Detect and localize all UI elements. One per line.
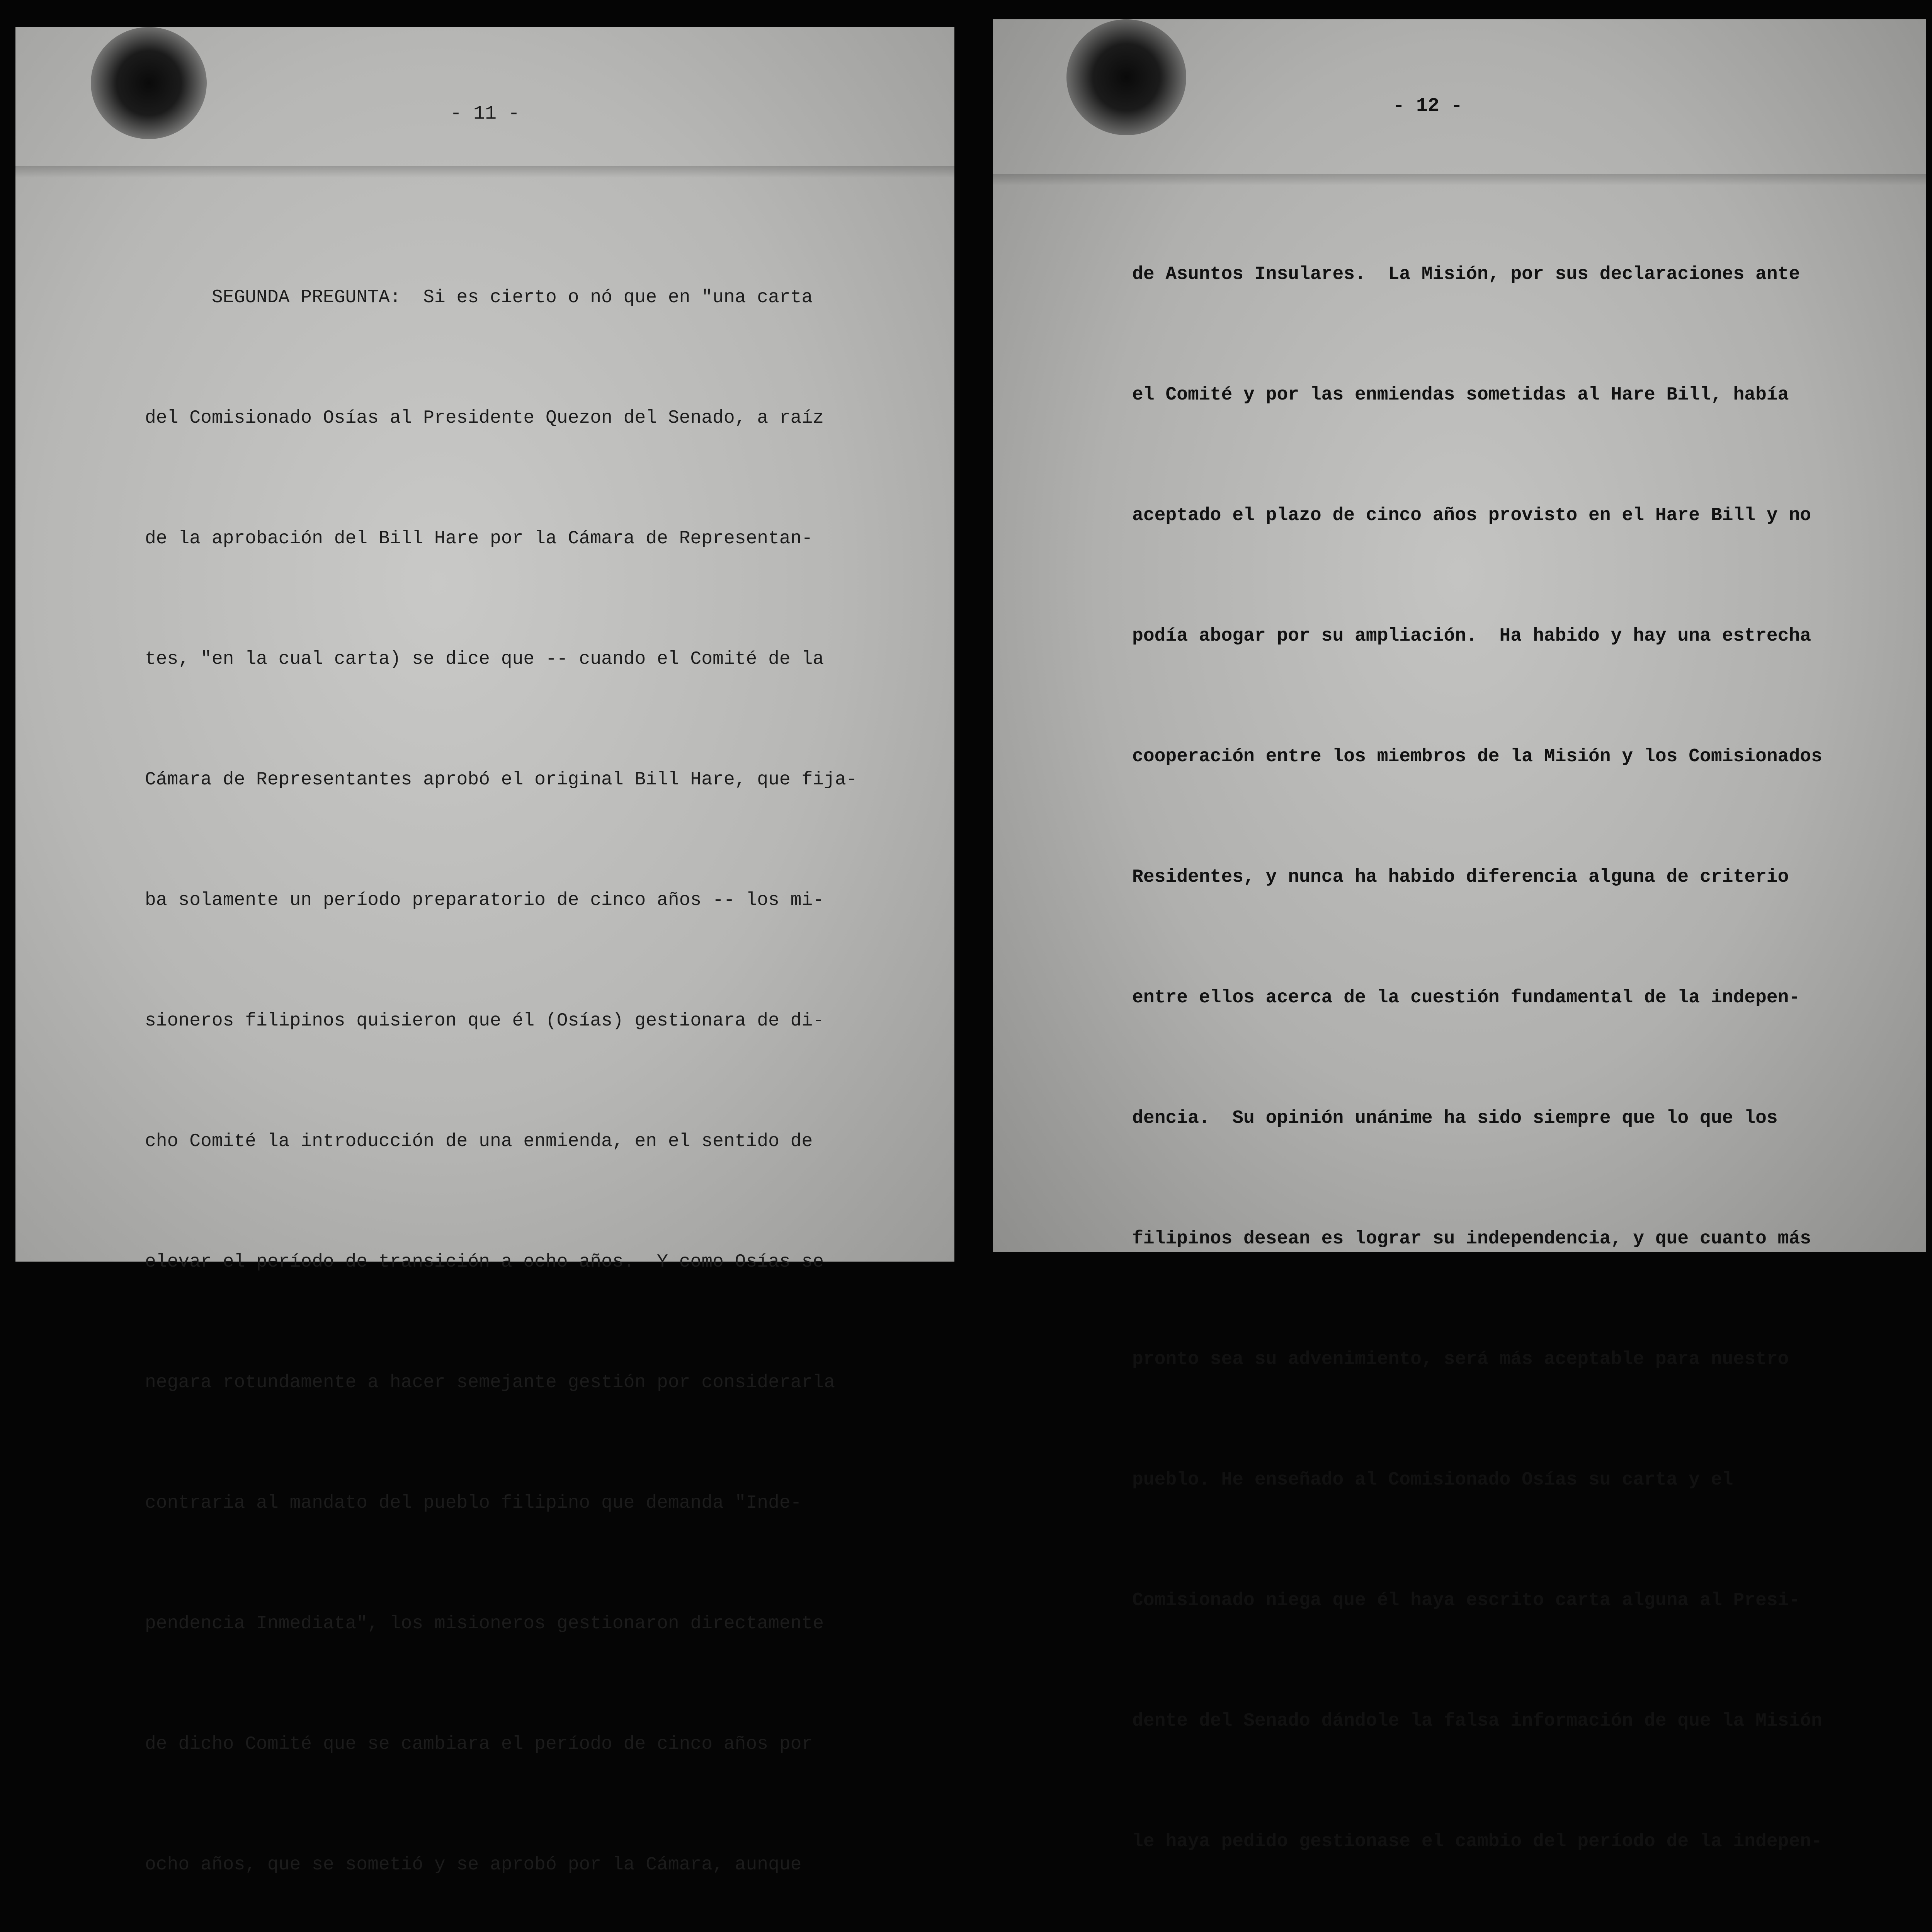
document-page-12 bbox=[993, 19, 1926, 1852]
text-line: de dicho Comité que se cambiara el período de cinco años por bbox=[145, 1734, 813, 1755]
text-line: negara rotundamente a hacer semejante gestión por considerarla bbox=[145, 1372, 835, 1393]
text-line: pendencia Inmediata", los misioneros gestionaron directamente bbox=[145, 1613, 824, 1634]
text-line: aceptado el plazo de cinco años provisto en el Hare Bill y no bbox=[1132, 505, 1811, 526]
page-fold-shadow bbox=[15, 166, 954, 178]
text-line: entre ellos acerca de la cuestión fundamental de la indepen- bbox=[1132, 987, 1800, 1008]
text-line: tes, "en la cual carta) se dice que -- cuando el Comité de la bbox=[145, 649, 824, 670]
text-line: ba solamente un período preparatorio de cinco años -- los mi- bbox=[145, 890, 824, 911]
text-line: Comisionado niega que él haya escrito carta alguna al Presi- bbox=[1132, 1590, 1800, 1611]
text-line: Cámara de Representantes aprobó el original Bill Hare, que fija- bbox=[145, 769, 857, 790]
text-line: dencia. Su opinión unánime ha sido siempre que lo que los bbox=[1132, 1108, 1778, 1129]
text-line: cooperación entre los miembros de la Misión y los Comisionados bbox=[1132, 746, 1822, 767]
document-page-11 bbox=[15, 27, 954, 1875]
text-line: pronto sea su advenimiento, será más aceptable para nuestro bbox=[1132, 1349, 1789, 1370]
text-line: le haya pedido gestionase el cambio del período de la indepen- bbox=[1132, 1831, 1822, 1852]
text-line: Residentes, y nunca ha habido diferencia alguna de criterio bbox=[1132, 867, 1789, 888]
text-line: de Asuntos Insulares. La Misión, por sus declaraciones ante bbox=[1132, 264, 1800, 285]
page-text-body bbox=[15, 197, 857, 1932]
page-number: - 11 - bbox=[450, 103, 520, 125]
text-line: sioneros filipinos quisieron que él (Osías) gestionara de di- bbox=[145, 1010, 824, 1031]
text-line: el Comité y por las enmiendas sometidas al Hare Bill, había bbox=[1132, 384, 1789, 405]
text-line: contraria al mandato del pueblo filipino que demanda "Inde- bbox=[145, 1493, 802, 1514]
text-line: ocho años, que se sometió y se aprobó por la Cámara, aunque bbox=[145, 1854, 802, 1875]
ink-smudge bbox=[1066, 19, 1186, 135]
text-line: cho Comité la introducción de una enmienda, en el sentido de bbox=[145, 1131, 813, 1152]
text-line: podía abogar por su ampliación. Ha habido y hay una estrecha bbox=[1132, 626, 1811, 646]
page-number: - 12 - bbox=[1393, 95, 1463, 117]
text-line: dente del Senado dándole la falsa información de que la Misión bbox=[1132, 1711, 1822, 1731]
text-line: filipinos desean es lograr su independencia, y que cuanto más bbox=[1132, 1228, 1811, 1249]
text-line: del Comisionado Osías al Presidente Quezon del Senado, a raíz bbox=[145, 408, 824, 429]
text-line: pueblo. He enseñado al Comisionado Osías su carta y el bbox=[1132, 1469, 1733, 1490]
text-line: elevar el período de transición a ocho años. Y como Osías se bbox=[145, 1252, 824, 1272]
page-text-body bbox=[993, 174, 1867, 1932]
text-line: de la aprobación del Bill Hare por la Cámara de Representan- bbox=[145, 528, 813, 549]
text-line: SEGUNDA PREGUNTA: Si es cierto o nó que en "una carta bbox=[145, 287, 813, 308]
